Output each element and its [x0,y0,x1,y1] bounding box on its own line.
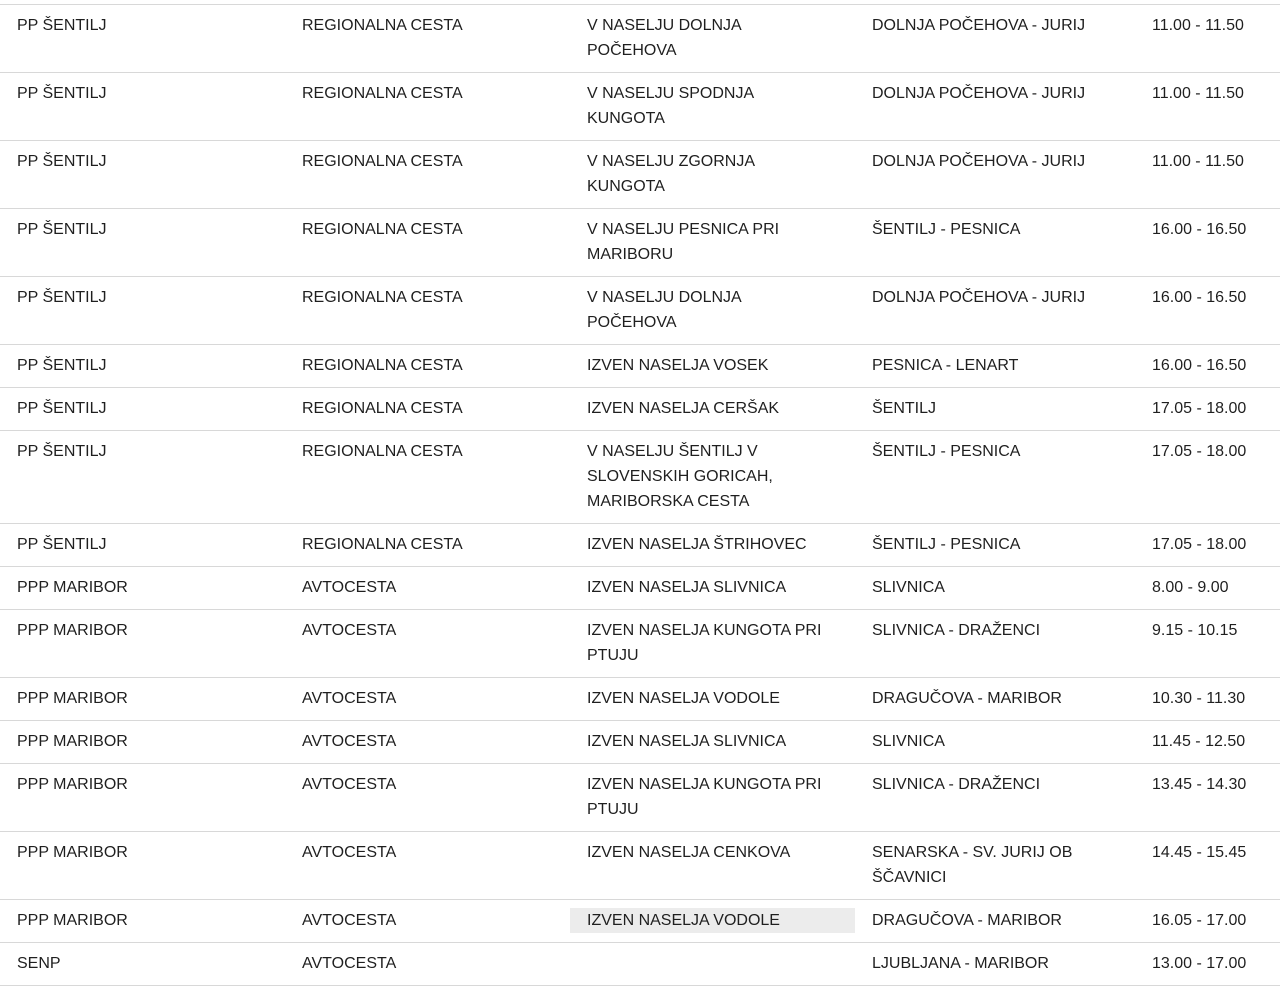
cell-time: 16.00 - 16.50 [1152,221,1247,238]
table-row [0,678,1280,721]
cell-time: 16.00 - 16.50 [1152,289,1247,306]
cell-section: LJUBLJANA - MARIBOR [872,955,1049,972]
cell-time: 9.15 - 10.15 [1152,622,1238,639]
cell-location: IZVEN NASELJA VOSEK [587,357,769,374]
cell-location: IZVEN NASELJA SLIVNICA [587,733,787,750]
cell-location-highlight: IZVEN NASELJA VODOLE [570,908,855,933]
cell-unit: PPP MARIBOR [17,912,128,929]
cell-section: ŠENTILJ - PESNICA [872,221,1021,238]
cell-unit: PP ŠENTILJ [17,85,107,102]
table-row [0,388,1280,431]
cell-unit: PPP MARIBOR [17,579,128,596]
cell-unit: SENP [17,955,61,972]
table-row [0,345,1280,388]
cell-location: IZVEN NASELJA VODOLE [587,690,780,707]
table-row [0,73,1280,141]
cell-section: DRAGUČOVA - MARIBOR [872,912,1062,929]
cell-time: 16.00 - 16.50 [1152,357,1247,374]
cell-section: SLIVNICA [872,579,945,596]
cell-unit: PP ŠENTILJ [17,400,107,417]
cell-unit: PPP MARIBOR [17,844,128,861]
cell-unit: PP ŠENTILJ [17,289,107,306]
cell-road-type: REGIONALNA CESTA [302,153,463,170]
cell-time: 13.00 - 17.00 [1152,955,1247,972]
cell-time: 17.05 - 18.00 [1152,443,1247,460]
cell-unit: PP ŠENTILJ [17,221,107,238]
cell-location: IZVEN NASELJA CENKOVA [587,844,791,861]
cell-road-type: AVTOCESTA [302,733,397,750]
cell-location: IZVEN NASELJA SLIVNICA [587,579,787,596]
schedule-table [0,4,1280,986]
cell-location: IZVEN NASELJA ŠTRIHOVEC [587,536,807,553]
cell-time: 14.45 - 15.45 [1152,844,1247,861]
table-row [0,900,1280,943]
cell-time: 11.00 - 11.50 [1152,85,1244,102]
cell-section: PESNICA - LENART [872,357,1019,374]
cell-time: 11.45 - 12.50 [1152,733,1246,750]
cell-time: 11.00 - 11.50 [1152,17,1244,34]
cell-section: SLIVNICA - DRAŽENCI [872,776,1041,793]
cell-location: V NASELJU ŠENTILJ V SLOVENSKIH GORICAH, MARIBORSKA CESTA [587,443,773,510]
cell-time: 17.05 - 18.00 [1152,400,1247,417]
cell-location: V NASELJU DOLNJA POČEHOVA [587,289,741,331]
table-row [0,721,1280,764]
cell-time: 13.45 - 14.30 [1152,776,1247,793]
table-row [0,209,1280,277]
cell-unit: PPP MARIBOR [17,690,128,707]
cell-section: DRAGUČOVA - MARIBOR [872,690,1062,707]
cell-time: 16.05 - 17.00 [1152,912,1247,929]
cell-road-type: REGIONALNA CESTA [302,289,463,306]
cell-time: 8.00 - 9.00 [1152,579,1229,596]
cell-road-type: AVTOCESTA [302,622,397,639]
table-row [0,5,1280,73]
cell-location: V NASELJU SPODNJA KUNGOTA [587,85,754,127]
cell-time: 10.30 - 11.30 [1152,690,1246,707]
cell-section: SLIVNICA - DRAŽENCI [872,622,1041,639]
cell-road-type: AVTOCESTA [302,776,397,793]
cell-section: ŠENTILJ - PESNICA [872,536,1021,553]
cell-location: V NASELJU ZGORNJA KUNGOTA [587,153,755,195]
table-row [0,277,1280,345]
cell-time: 11.00 - 11.50 [1152,153,1244,170]
cell-section: SLIVNICA [872,733,945,750]
cell-section: ŠENTILJ - PESNICA [872,443,1021,460]
cell-section: SENARSKA - SV. JURIJ OB ŠČAVNICI [872,844,1073,886]
cell-road-type: REGIONALNA CESTA [302,85,463,102]
table-row [0,431,1280,524]
cell-unit: PPP MARIBOR [17,622,128,639]
cell-section: DOLNJA POČEHOVA - JURIJ [872,153,1086,170]
cell-unit: PP ŠENTILJ [17,443,107,460]
cell-location: IZVEN NASELJA KUNGOTA PRI PTUJU [587,622,822,664]
cell-unit: PP ŠENTILJ [17,17,107,34]
cell-road-type: REGIONALNA CESTA [302,443,463,460]
cell-location: IZVEN NASELJA KUNGOTA PRI PTUJU [587,776,822,818]
cell-road-type: AVTOCESTA [302,579,397,596]
cell-road-type: AVTOCESTA [302,690,397,707]
table-row [0,943,1280,986]
cell-road-type: REGIONALNA CESTA [302,221,463,238]
cell-location [570,908,855,933]
table-row [0,832,1280,900]
table-row [0,764,1280,832]
cell-location: IZVEN NASELJA CERŠAK [587,400,780,417]
table-row [0,567,1280,610]
cell-road-type: AVTOCESTA [302,844,397,861]
table-row [0,610,1280,678]
table-row [0,524,1280,567]
cell-road-type: AVTOCESTA [302,912,397,929]
cell-road-type: REGIONALNA CESTA [302,536,463,553]
cell-section: DOLNJA POČEHOVA - JURIJ [872,17,1086,34]
cell-section: ŠENTILJ [872,400,937,417]
cell-location: V NASELJU DOLNJA POČEHOVA [587,17,741,59]
cell-road-type: AVTOCESTA [302,955,397,972]
cell-unit: PP ŠENTILJ [17,536,107,553]
cell-location: V NASELJU PESNICA PRI MARIBORU [587,221,780,263]
cell-section: DOLNJA POČEHOVA - JURIJ [872,85,1086,102]
cell-unit: PPP MARIBOR [17,776,128,793]
cell-unit: PP ŠENTILJ [17,357,107,374]
table-row [0,141,1280,209]
cell-road-type: REGIONALNA CESTA [302,357,463,374]
cell-road-type: REGIONALNA CESTA [302,400,463,417]
cell-section: DOLNJA POČEHOVA - JURIJ [872,289,1086,306]
cell-time: 17.05 - 18.00 [1152,536,1247,553]
cell-unit: PP ŠENTILJ [17,153,107,170]
cell-unit: PPP MARIBOR [17,733,128,750]
cell-road-type: REGIONALNA CESTA [302,17,463,34]
